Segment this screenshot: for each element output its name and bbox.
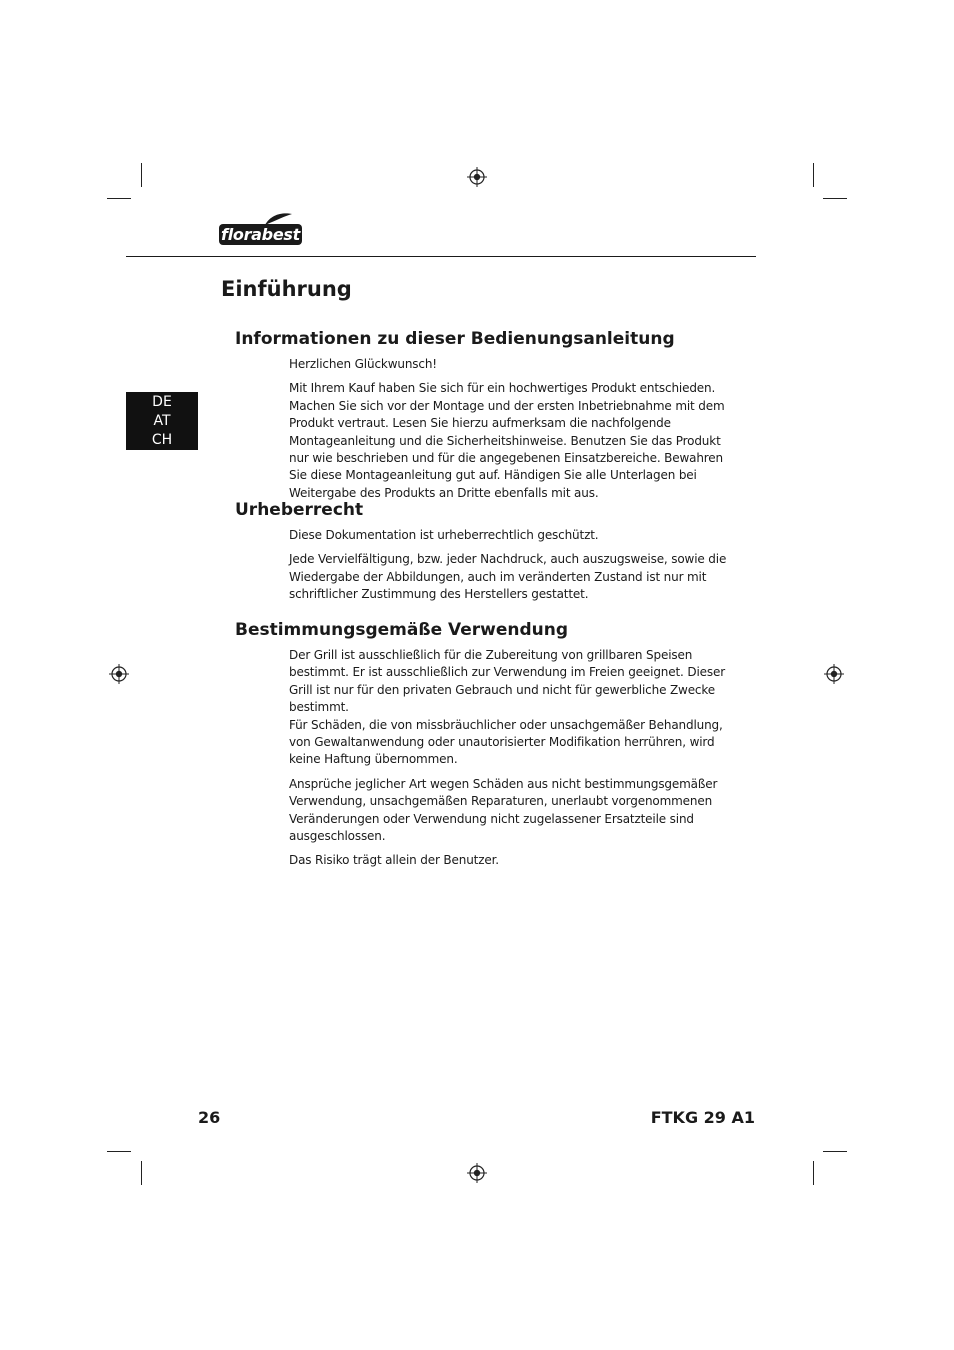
- crop-mark-bottom-left-horizontal: [107, 1151, 131, 1152]
- crop-mark-top-right-vertical: [813, 163, 814, 187]
- header-rule: [126, 256, 756, 257]
- paragraph: Diese Dokumentation ist urheberrechtlich geschützt.: [289, 528, 599, 542]
- section-body-manual-info: [289, 356, 737, 509]
- paragraph: Jede Vervielfältigung, bzw. jeder Nachdruck, auch auszugsweise, sowie die Wiedergabe der Abbildungen, auch im veränderten Zustand ist nur mit schriftlicher Zustimmung des Herstellers gestattet.: [289, 552, 727, 602]
- registration-mark-icon: [467, 1163, 487, 1183]
- model-number: FTKG 29 A1: [650, 1108, 755, 1127]
- registration-mark-icon: [824, 664, 844, 684]
- paragraph: Mit Ihrem Kauf haben Sie sich für ein hochwertiges Produkt entschieden. Machen Sie sich vor der Montage und der ersten Inbetriebnahme mit dem Produkt vertraut. Lesen Sie hierzu aufmerksam die nachfolgende Montageanleitung und die Sicherheitshinweise. Benutzen Sie das Produkt nur wie beschrieben und für die angegebenen Einsatzbereiche. Bewahren Sie diese Montageanleitung gut auf. Händigen Sie alle Unterlagen bei Weitergabe des Produkts an Dritte ebenfalls mit aus.: [289, 381, 725, 500]
- language-code: CH: [151, 432, 173, 448]
- crop-mark-top-left-vertical: [141, 163, 142, 187]
- brand-logo: [219, 220, 303, 246]
- language-code: DE: [152, 394, 172, 410]
- section-heading-copyright: Urheberrecht: [235, 500, 364, 520]
- section-body-copyright: [289, 527, 737, 611]
- paragraph: Ansprüche jeglicher Art wegen Schäden aus nicht bestimmungsgemäßer Verwendung, unsachgemäßen Reparaturen, unerlaubt vorgenommenen Veränderungen oder Verwendung nicht zugelassener Ersatzteile sind ausgeschlossen.: [289, 776, 718, 844]
- crop-mark-bottom-right-horizontal: [823, 1151, 847, 1152]
- page-title: Einführung: [221, 277, 352, 301]
- section-heading-intended-use: Bestimmungsgemäße Verwendung: [235, 620, 569, 640]
- section-heading-manual-info: Informationen zu dieser Bedienungsanleitung: [235, 329, 675, 349]
- paragraph: Das Risiko trägt allein der Benutzer.: [289, 853, 499, 868]
- logo-text: florabest: [221, 225, 300, 244]
- crop-mark-top-left-horizontal: [107, 198, 131, 199]
- section-body-intended-use: [289, 647, 737, 877]
- registration-mark-icon: [467, 167, 487, 187]
- registration-mark-icon: [109, 664, 129, 684]
- paragraph: Der Grill ist ausschließlich für die Zubereitung von grillbaren Speisen bestimmt. Er ist ausschließlich zur Verwendung im Freien geeignet. Dieser Grill ist nur für den privaten Gebrauch und nicht für gewerbliche Zwecke bestimmt.: [289, 648, 725, 715]
- paragraph: Herzlichen Glückwunsch!: [289, 357, 437, 371]
- paragraph: Für Schäden, die von missbräuchlicher oder unsachgemäßer Behandlung, von Gewaltanwendung oder unautorisierter Modifikation herrühren, wird keine Haftung übernommen.: [289, 717, 723, 767]
- page-number: 26: [198, 1108, 221, 1127]
- crop-mark-bottom-left-vertical: [141, 1161, 142, 1185]
- crop-mark-top-right-horizontal: [823, 198, 847, 199]
- language-tab: [126, 392, 198, 450]
- crop-mark-bottom-right-vertical: [813, 1161, 814, 1185]
- language-code: AT: [153, 413, 171, 429]
